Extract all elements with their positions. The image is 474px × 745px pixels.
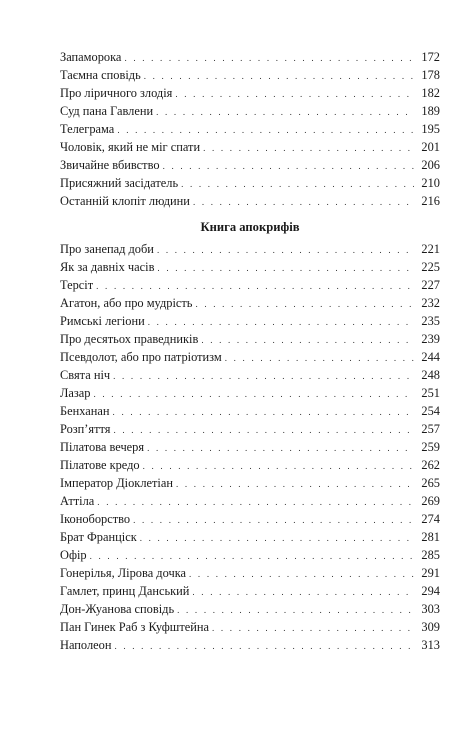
toc-entry-page-number: 248	[421, 368, 440, 382]
toc-entry-title: Офір	[60, 548, 87, 562]
table-of-contents	[60, 48, 440, 654]
toc-entry-title: Пілатове кредо	[60, 458, 140, 472]
toc-entry-title: Наполеон	[60, 638, 112, 652]
toc-entry-title: Запаморока	[60, 50, 122, 64]
dot-leader	[177, 601, 414, 619]
toc-entry-page-number: 259	[421, 440, 440, 454]
toc-entry-title: Про десятьох праведників	[60, 332, 199, 346]
toc-entry-title: Гамлет, принц Данський	[60, 584, 190, 598]
toc-entry-title: Таємна сповідь	[60, 68, 141, 82]
toc-entry	[60, 240, 440, 258]
dot-leader	[212, 619, 414, 637]
toc-entry-title: Терсіт	[60, 278, 94, 292]
toc-entry-title: Римські легіони	[60, 314, 145, 328]
toc-entry	[60, 582, 440, 600]
dot-leader	[175, 85, 414, 103]
toc-entry-page-number: 178	[421, 68, 440, 82]
dot-leader	[114, 421, 415, 439]
toc-entry-title: Як за давніх часів	[60, 260, 155, 274]
toc-entry-page-number: 195	[421, 122, 440, 136]
toc-entry-title: Аттіла	[60, 494, 95, 508]
toc-entry-page-number: 235	[421, 314, 440, 328]
toc-entry-title: Лазар	[60, 386, 91, 400]
toc-entry-title: Псевдолот, або про патріотизм	[60, 350, 222, 364]
dot-leader	[225, 349, 414, 367]
toc-entry	[60, 48, 440, 66]
toc-entry-page-number: 291	[421, 566, 440, 580]
toc-entry	[60, 120, 440, 138]
toc-entry	[60, 366, 440, 384]
toc-entry-page-number: 172	[421, 50, 440, 64]
toc-entry-page-number: 210	[421, 176, 440, 190]
dot-leader	[176, 475, 414, 493]
toc-entry	[60, 438, 440, 456]
toc-entry	[60, 474, 440, 492]
toc-entry-title: Імператор Діоклетіан	[60, 476, 173, 490]
dot-leader	[113, 403, 414, 421]
dot-leader	[124, 49, 414, 67]
toc-entry	[60, 258, 440, 276]
dot-leader	[117, 121, 414, 139]
dot-leader	[140, 529, 414, 547]
dot-leader	[133, 511, 414, 529]
toc-entry-title: Останній клопіт людини	[60, 194, 190, 208]
toc-entry	[60, 618, 440, 636]
toc-entry-page-number: 265	[421, 476, 440, 490]
toc-entry-title: Бенханан	[60, 404, 110, 418]
dot-leader	[163, 157, 414, 175]
toc-entry	[60, 348, 440, 366]
dot-leader	[114, 637, 414, 655]
toc-entry-title: Суд пана Гавлени	[60, 104, 154, 118]
toc-entry	[60, 564, 440, 582]
dot-leader	[147, 439, 414, 457]
toc-entry-page-number: 225	[421, 260, 440, 274]
toc-entry	[60, 102, 440, 120]
toc-entry	[60, 192, 440, 210]
dot-leader	[181, 175, 414, 193]
toc-entry-page-number: 254	[421, 404, 440, 418]
dot-leader	[193, 193, 414, 211]
toc-entry-page-number: 274	[421, 512, 440, 526]
toc-group-1	[60, 48, 440, 210]
dot-leader	[192, 583, 414, 601]
toc-entry	[60, 600, 440, 618]
dot-leader	[97, 493, 414, 511]
toc-entry	[60, 456, 440, 474]
toc-entry-page-number: 201	[421, 140, 440, 154]
toc-entry	[60, 156, 440, 174]
dot-leader	[143, 457, 414, 475]
toc-entry	[60, 492, 440, 510]
toc-entry	[60, 528, 440, 546]
toc-entry-page-number: 269	[421, 494, 440, 508]
dot-leader	[189, 565, 414, 583]
toc-entry-page-number: 251	[421, 386, 440, 400]
toc-entry-page-number: 262	[421, 458, 440, 472]
toc-entry-title: Брат Франціск	[60, 530, 137, 544]
toc-entry-page-number: 281	[421, 530, 440, 544]
toc-entry-page-number: 221	[421, 242, 440, 256]
toc-entry	[60, 402, 440, 420]
dot-leader	[157, 241, 414, 259]
toc-entry	[60, 330, 440, 348]
dot-leader	[148, 313, 414, 331]
toc-entry-page-number: 313	[421, 638, 440, 652]
toc-entry-title: Гонерілья, Лірова дочка	[60, 566, 187, 580]
toc-entry	[60, 84, 440, 102]
toc-entry-page-number: 294	[421, 584, 440, 598]
toc-entry-page-number: 303	[421, 602, 440, 616]
toc-entry	[60, 420, 440, 438]
toc-entry-title: Про ліричного злодія	[60, 86, 173, 100]
dot-leader	[113, 367, 414, 385]
toc-entry-page-number: 216	[421, 194, 440, 208]
toc-entry-title: Телеграма	[60, 122, 115, 136]
dot-leader	[201, 331, 414, 349]
dot-leader	[156, 103, 414, 121]
toc-entry-page-number: 257	[421, 422, 440, 436]
dot-leader	[90, 547, 414, 565]
toc-entry	[60, 174, 440, 192]
dot-leader	[157, 259, 414, 277]
toc-entry	[60, 384, 440, 402]
dot-leader	[94, 385, 415, 403]
toc-entry-page-number: 239	[421, 332, 440, 346]
toc-entry-title: Присяжний засідатель	[60, 176, 179, 190]
toc-entry-page-number: 182	[421, 86, 440, 100]
toc-entry-title: Звичайне вбивство	[60, 158, 160, 172]
toc-entry-title: Агатон, або про мудрість	[60, 296, 193, 310]
toc-entry-page-number: 244	[421, 350, 440, 364]
toc-entry-page-number: 309	[421, 620, 440, 634]
dot-leader	[195, 295, 414, 313]
toc-entry-page-number: 285	[421, 548, 440, 562]
toc-entry-title: Розп’яття	[60, 422, 111, 436]
toc-entry-title: Пілатова вечеря	[60, 440, 145, 454]
toc-entry-page-number: 206	[421, 158, 440, 172]
toc-entry-page-number: 227	[421, 278, 440, 292]
dot-leader	[96, 277, 414, 295]
toc-entry	[60, 138, 440, 156]
toc-entry-title: Дон-Жуанова сповідь	[60, 602, 175, 616]
section-heading: Книга апокрифів	[200, 220, 300, 234]
toc-entry-title: Іконоборство	[60, 512, 131, 526]
dot-leader	[144, 67, 414, 85]
toc-entry-title: Свята ніч	[60, 368, 111, 382]
toc-entry-title: Чоловік, який не міг спати	[60, 140, 201, 154]
toc-entry-title: Про занепад доби	[60, 242, 154, 256]
dot-leader	[203, 139, 414, 157]
toc-group-2	[60, 240, 440, 654]
toc-entry	[60, 510, 440, 528]
toc-entry	[60, 66, 440, 84]
toc-entry	[60, 276, 440, 294]
toc-entry-page-number: 189	[421, 104, 440, 118]
toc-entry	[60, 546, 440, 564]
toc-entry-page-number: 232	[421, 296, 440, 310]
toc-entry	[60, 312, 440, 330]
toc-entry-title: Пан Гинек Раб з Куфштейна	[60, 620, 209, 634]
toc-entry	[60, 294, 440, 312]
toc-entry	[60, 636, 440, 654]
